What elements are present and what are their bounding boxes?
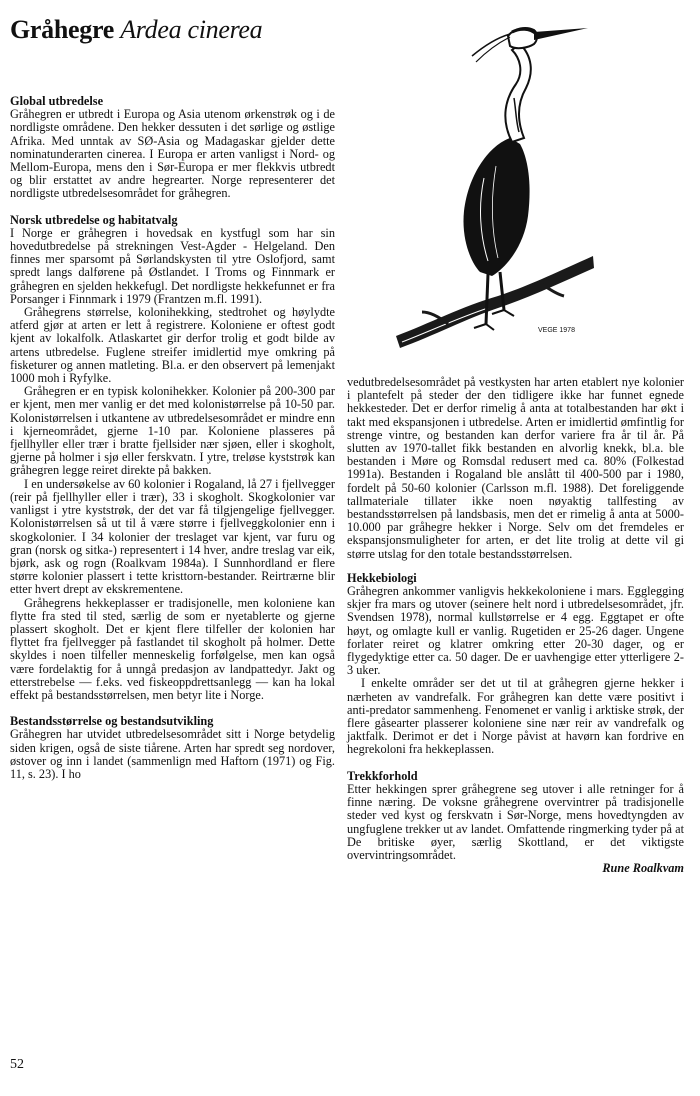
species-latin-name: Ardea cinerea <box>120 15 263 44</box>
right-column <box>347 376 684 875</box>
paragraph-norsk-5: Gråhegrens hekkeplasser er tradisjonelle, men koloniene kan flytte fra sted til sted, særlig de som er nyetablerte og gjerne plassert skogholt. Det er kjent flere tilfeller der kolonien har flyttet fra fjellvegger på fastlandet til skogholt på holmer. Dette skyldes i noen tilfeller menneskelig forfølgelse, men kan også være fordelaktig for å unngå predasjon av landpattedyr. Jakt og etterstrebelse — f.eks. ved fiskeoppdrettsanlegg — kan ha lokal effekt på bestandsstørrelsen, men betyr lite i Norge. <box>10 595 335 702</box>
paragraph-norsk-1: I Norge er gråhegren i hovedsak en kystfugl som har sin hovedutbredelse på strekningen Vest-Agder - Helgeland. Den finnes mer sparsomt på Sørlandskysten til ytre Oslofjord, samt spredt langs dalførene på Østlandet. I Troms og Finnmark er gråhegren en sjelden hekkefugl. Det nordligste hekkefunnet er fra Porsanger i Finnmark i 1979 (Frantzen m.fl. 1991). <box>10 225 335 306</box>
page-title <box>10 14 262 46</box>
paragraph-norsk-3: Gråhegren er en typisk kolonihekker. Kolonier på 200-300 par er kjent, men mer vanlig er det med kolonistørrelse på 10-50 par. Kolonistørrelsen i utkantene av utbredelsesområdet er mindre enn i kjerneområdet, gjerne 1-10 par. Koloniene plasseres på fjellhyller eller trær i bratte fjellsider nær sjøen, eller i skogholt, gjerne på holmer i sjø eller ferskvatn. I ytre, treløse kyststrøk kan gråhegren legge reiret direkte på bakken. <box>10 384 335 478</box>
heading-bestandsstorrelse: Bestandsstørrelse og bestandsutvikling <box>10 714 214 729</box>
paragraph-norsk-4: I en undersøkelse av 60 kolonier i Rogaland, lå 27 i fjellvegger (reir på fjellhyller eller i trær), 33 i skogholt. Skogkolonier var vanligst i ytre kyststrøk, der det var få tilgjengelige fjellvegger. Kolonistørrelsen så ut til å være større i fjellveggkolonier enn i skogkolonier. I 34 kolonier der treslaget var kjent, var furu og gran (norsk og sitka-) representert i 14 hver, andre treslag var eik, bjørk, ask og rogn (Roalkvam 1984a). I Sunnhordland er flere større kolonier plassert i tette kristtorn-bestander. Reirtrærne blir etter hvert drept av ekskrementene. <box>10 476 335 597</box>
paragraph-bestand-intro: Gråhegren har utvidet utbredelsesområdet sitt i Norge betydelig siden krigen, også de siste tiårene. Arten har spredt seg nordover, østover og inn i landet (sammenlign med Haftorn (1971) og Fig. 11, s. 23). I ho <box>10 727 335 781</box>
left-column <box>10 95 335 781</box>
paragraph-global: Gråhegren er utbredt i Europa og Asia utenom ørkenstrøk og i de nordligste områdene. Den hekker dessuten i det sørlige og østlige Afrika. Med unntak av SØ-Asia og Madagaskar gjelder dette nominatunderarten cinerea. I Europa er arten vanligst i Nord- og Mellom-Europa, mens den i Sør-Europa er mer flekkvis utbredt og blir erstattet av andre hegrearter. Norge representerer det nordligste utbredelsesområdet for gråhegren. <box>10 107 335 201</box>
author-signature: Rune Roalkvam <box>602 861 684 876</box>
paragraph-hekkebiologi-2: I enkelte områder ser det ut til at gråhegren gjerne hekker i nærheten av vandrefalk. For gråhegren kan dette være positivt i anti-predator sammenheng. Fenomenet er vanlig i arktiske strøk, der flere gåsearter plasserer koloniene sine nær reir av vandrefalk og jaktfalk. Derimot er det i Norge påvist at havørn kan fordrive en hegrekoloni fra hekkeplassen. <box>347 676 684 757</box>
paragraph-bestand-continued: vedutbredelsesområdet på vestkysten har arten etablert nye kolonier i plantefelt på steder der den tidligere ikke har funnet egnede hekkesteder. Det er derfor rimelig å anta at totalbestanden har økt i takt med ekspansjonen i utbredelse. Arten er imidlertid ømfintlig for strenge vintre, og bestanden kan derfor variere fra år til år. På slutten av 1970-tallet fikk bestanden en alvorlig knekk, bl.a. ble bestanden i Møre og Romsdal redusert med ca. 80% (Folkestad 1991a). Bestanden i Rogaland ble anslått til 400-500 par i 1980, fordelt på 50-60 kolonier (Carlsson m.fl. 1988). Det foreliggende tallmateriale tillater ikke noen nøyaktig tallfesting av bestandsstørrelsen på landsbasis, men det er rimelig å anta at 5000-10.000 par gråhegre hekker i Norge. Selv om det fremdeles er ekspansjonsmuligheter for arten, er det lite trolig at dette vil gi større utslag for den totale bestandsstørrelsen. <box>347 375 684 561</box>
heading-norsk-utbredelse: Norsk utbredelse og habitatvalg <box>10 212 178 227</box>
heading-global-utbredelse: Global utbredelse <box>10 94 104 108</box>
illustration-signature: VEGE 1978 <box>538 327 575 334</box>
paragraph-trekkforhold: Etter hekkingen sprer gråhegrene seg utover i alle retninger for å finne næring. De voksne gråhegrene overvintrer på tradisjonelle steder ved kyst og ferskvatn i Sør-Norge, mens hovedtyngden av ungfuglene trekker ut av landet. Omfattende ringmerking tyder på at De britiske øyer, særlig Skottland, er det viktigste overvintringsområdet. <box>347 781 684 862</box>
heron-illustration-icon <box>388 6 598 366</box>
paragraph-hekkebiologi-1: Gråhegren ankommer vanligvis hekkekoloniene i mars. Egglegging skjer fra mars og utover (seinere helt nord i utbredelsesområdet, jfr. Svendsen 1978), normal kullstørrelse er 4 egg. Eggtapet er ofte høyt, og omlagte kull er vanlig. Rugetiden er 25-26 dager. Ungene forlater reiret og klatrer omkring etter 20-30 dager, og er flygedyktige etter ca. 50 dager. De er uavhengige etter ytterligere 2-3 uker. <box>347 584 684 678</box>
page-number: 52 <box>10 1057 24 1072</box>
species-name: Gråhegre <box>10 15 114 44</box>
heading-trekkforhold: Trekkforhold <box>347 768 418 783</box>
heading-hekkebiologi: Hekkebiologi <box>347 570 417 585</box>
paragraph-norsk-2: Gråhegrens størrelse, kolonihekking, stedtrohet og høylydte atferd gjør at arten er lett å registrere. Koloniene er oftest godt kjent av lokalfolk. Atlaskartet gir derfor trolig et godt bilde av artens utbredelse. Fuglene streifer imidlertid mye omkring på fisketurer og annen matleting. Bl.a. er den observert på lemenjakt 1000 moh i Ryfylke. <box>10 305 335 386</box>
